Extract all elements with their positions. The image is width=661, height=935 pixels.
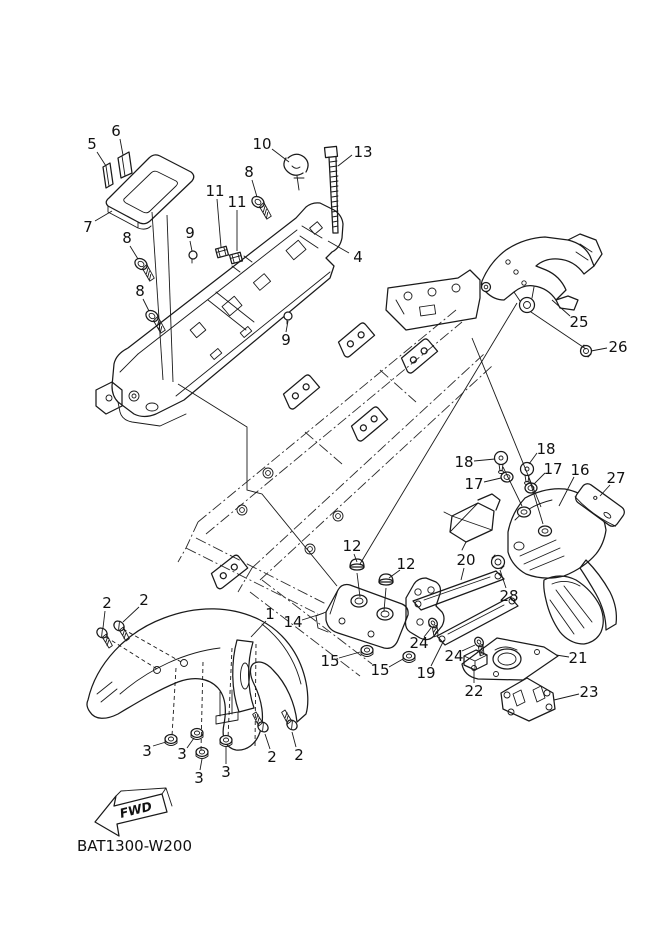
callout-7: 7 [83,218,93,236]
callout-leader-2 [123,607,139,622]
callout-leader-16 [559,477,574,506]
association-line [178,384,337,586]
callout-15: 15 [370,661,390,679]
callout-16: 16 [570,461,590,479]
callout-leader-28 [500,570,506,588]
callout-leader-5 [97,152,106,166]
callout-11: 11 [227,193,247,211]
callout-21: 21 [568,649,588,667]
part-10-clamp [284,154,308,190]
callout-leader-11 [217,199,221,247]
callout-1: 1 [265,605,275,623]
callout-25: 25 [569,313,589,331]
callout-leader-1 [251,621,266,637]
part-23-plate [501,678,555,721]
part-17-grommet [501,472,537,493]
callout-leader-4 [328,241,349,253]
callout-3: 3 [142,742,152,760]
part-8-screw [142,308,171,334]
callout-27: 27 [606,469,626,487]
fwd-label: FWD [118,798,154,821]
callout-leader-15 [339,652,360,658]
callout-leader-18 [474,459,495,461]
callout-15: 15 [320,652,340,670]
callout-leader-8 [143,299,149,311]
callout-leader-8 [252,180,257,197]
part-14-bracket [316,585,408,649]
frame-tail-plate [386,270,480,330]
part-18-screw [495,452,508,474]
callout-leader-8 [130,246,138,259]
callout-5: 5 [87,135,97,153]
part-11-clip [216,246,229,258]
part-27-reflector [573,481,626,528]
part-2-screw [248,711,272,734]
callout-leader-17 [484,478,501,482]
callout-leader-2 [103,611,105,628]
callout-leader-24 [462,645,475,651]
association-line [255,644,256,748]
part-28-nut [492,555,505,569]
part-12-cap [379,574,393,585]
callout-19: 19 [416,664,436,682]
callout-11: 11 [205,182,225,200]
callout-24: 24 [409,634,429,652]
callout-2: 2 [139,591,149,609]
callout-leader-19 [431,640,444,666]
callout-leader-13 [338,155,352,166]
callout-23: 23 [579,683,599,701]
callout-18: 18 [454,453,474,471]
association-line [228,648,232,738]
callout-2: 2 [102,594,112,612]
association-line [172,668,176,736]
association-line [360,303,517,564]
part-3-nut [165,735,177,746]
callout-12: 12 [396,555,416,573]
callout-leader-9 [190,241,192,251]
callout-17: 17 [464,475,484,493]
callout-leader-15 [389,659,403,667]
part-2-screw [110,619,134,642]
callout-leader-2 [292,732,296,747]
callout-28: 28 [499,587,519,605]
association-line [167,215,173,382]
frame-bracket [398,338,437,375]
callout-leader-20 [461,568,464,580]
callout-9: 9 [281,331,291,349]
frame-bracket [335,322,374,359]
callout-2: 2 [267,748,277,766]
callout-4: 4 [353,248,363,266]
callout-24: 24 [444,647,464,665]
association-line [123,629,183,663]
callout-leader-6 [120,139,123,155]
callout-3: 3 [221,763,231,781]
part-4-rear-fender-box [96,203,343,426]
callout-22: 22 [464,682,484,700]
association-line [106,637,157,669]
part-2-screw [93,626,117,649]
callout-10: 10 [252,135,272,153]
callout-8: 8 [244,163,254,181]
callout-leader-3 [187,738,194,748]
part-15-nut [361,646,373,657]
callout-6: 6 [111,122,121,140]
callout-leader-10 [272,149,289,162]
callout-leader-25 [552,300,570,316]
rear-frame-ghost [178,270,492,676]
frame-bracket [280,374,319,411]
callout-leader-3 [153,742,166,746]
callout-leader-26 [591,348,607,351]
association-line [152,212,163,380]
callout-9: 9 [185,224,195,242]
callout-3: 3 [177,745,187,763]
callout-26: 26 [608,338,628,356]
callout-2: 2 [294,746,304,764]
callout-leader-23 [554,694,579,700]
part-3-nut [220,736,232,747]
part-8-screw [248,194,277,220]
callout-18: 18 [536,440,556,458]
callout-20: 20 [456,551,476,569]
callout-17: 17 [543,460,563,478]
callout-13: 13 [353,143,373,161]
fwd-arrow [95,788,172,836]
drawing-code: BAT1300-W200 [77,837,192,855]
part-13-band [325,146,338,233]
part-5-pad [103,163,113,188]
callout-leader-7 [95,211,112,221]
callout-8: 8 [135,282,145,300]
frame-washers [237,468,343,554]
callout-8: 8 [122,229,132,247]
part-25-bracket [482,234,603,313]
callout-12: 12 [342,537,362,555]
callout-14: 14 [283,613,303,631]
part-11-clip [230,252,243,264]
part-6-pad [118,152,132,178]
callout-leader-2 [265,734,270,749]
association-line [503,467,522,506]
part-15-nut [403,652,415,663]
callout-3: 3 [194,769,204,787]
association-line [357,573,360,597]
part-3-nut [196,748,208,759]
part-20-stay [406,571,505,640]
